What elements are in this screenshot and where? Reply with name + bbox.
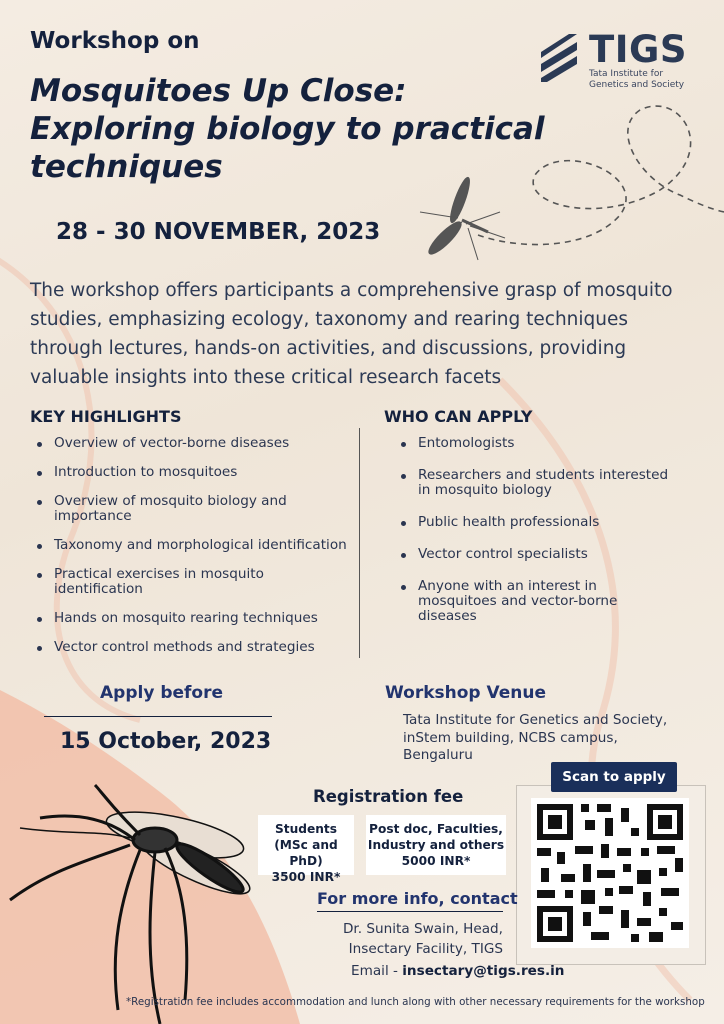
contact-email: Email - insectary@tigs.res.in — [351, 963, 565, 979]
who-item: Vector control specialists — [418, 547, 678, 562]
highlight-item: Taxonomy and morphological identification — [54, 538, 354, 553]
who-item: Entomologists — [418, 436, 678, 451]
highlight-item: Introduction to mosquitoes — [54, 465, 354, 480]
apply-divider — [44, 716, 272, 717]
apply-deadline: 15 October, 2023 — [60, 729, 272, 754]
highlight-item: Practical exercises in mosquito identification — [54, 567, 354, 597]
who-item: Researchers and students interested in mosquito biology — [418, 468, 678, 498]
venue-heading: Workshop Venue — [385, 683, 546, 703]
logo-subtitle: Tata Institute for Genetics and Society — [589, 69, 685, 90]
highlights-list — [30, 436, 354, 655]
workshop-dates: 28 - 30 NOVEMBER, 2023 — [56, 219, 381, 245]
highlight-item: Overview of mosquito biology and importance — [54, 494, 354, 524]
highlight-item: Overview of vector-borne diseases — [54, 436, 354, 451]
email-link[interactable]: insectary@tigs.res.in — [402, 963, 565, 979]
contact-person: Dr. Sunita Swain, Head, Insectary Facility, TIGS — [342, 921, 503, 957]
who-item: Public health professionals — [418, 515, 678, 530]
workshop-description: The workshop offers participants a comprehensive grasp of mosquito studies, emphasizing ecology, taxonomy and rearing techniques through lectures, hands-on activities, and discussions, providing valuable insights into these critical research facets — [30, 280, 673, 388]
highlight-item: Vector control methods and strategies — [54, 640, 354, 655]
small-mosquito-icon — [420, 176, 505, 260]
who-list — [394, 436, 678, 624]
apply-heading: Apply before — [100, 683, 224, 703]
highlights-heading: KEY HIGHLIGHTS — [30, 407, 182, 426]
contact-heading: For more info, contact — [317, 889, 518, 908]
qr-code-icon[interactable] — [531, 798, 689, 948]
highlight-item: Hands on mosquito rearing techniques — [54, 611, 354, 626]
footnote: *Registration fee includes accommodation and lunch along with other necessary requirements for the workshop — [126, 996, 705, 1008]
who-item: Anyone with an interest in mosquitoes and vector-borne diseases — [418, 579, 678, 624]
who-heading: WHO CAN APPLY — [384, 407, 533, 426]
student-fee-card: Students (MSc and PhD) 3500 INR* — [258, 815, 354, 875]
registration-heading: Registration fee — [313, 787, 464, 806]
scan-to-apply-label: Scan to apply — [551, 762, 677, 792]
workshop-title: Mosquitoes Up Close: Exploring biology to practical techniques — [30, 73, 545, 185]
column-divider — [359, 428, 360, 658]
logo-name: TIGS — [589, 28, 688, 71]
others-fee-card: Post doc, Faculties, Industry and others 5000 INR* — [366, 815, 506, 875]
contact-divider — [317, 911, 503, 912]
workshop-kicker: Workshop on — [30, 28, 200, 54]
venue-address: Tata Institute for Genetics and Society, inStem building, NCBS campus, Bengaluru — [403, 712, 668, 763]
